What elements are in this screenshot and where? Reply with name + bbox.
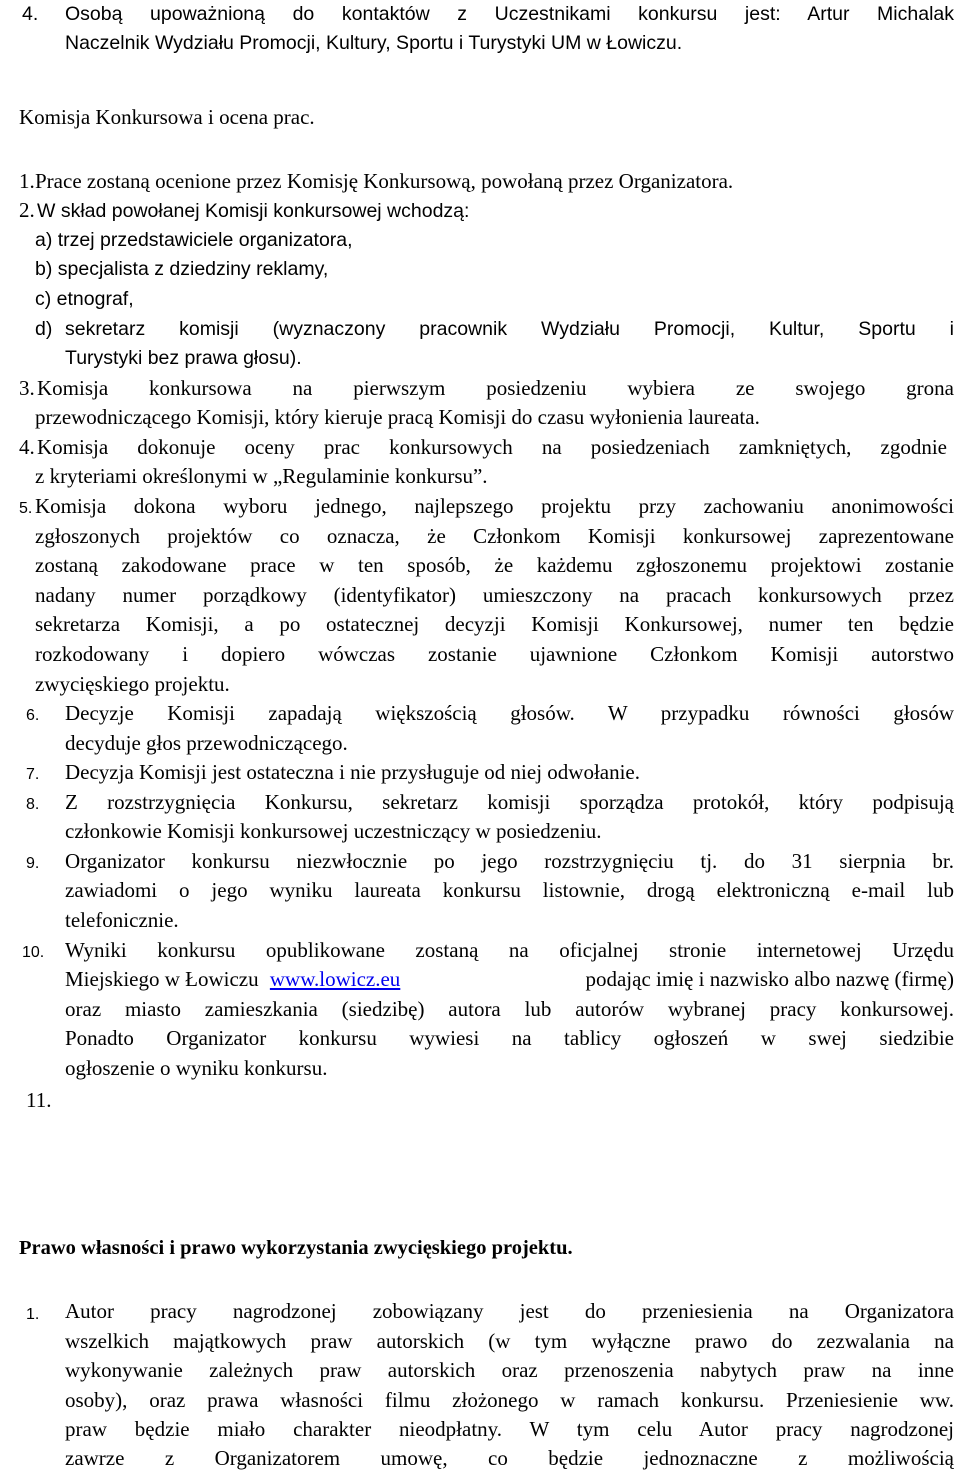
list-item-text: nadany numer porządkowy (identyfikator) umieszczony na pracach konkursowych przez (35, 583, 954, 607)
list-number: 3. (19, 376, 35, 400)
list-item-text: podając imię i nazwisko albo nazwę (firmę) (585, 967, 954, 991)
list-item-text: Komisja konkursowa na pierwszym posiedzeniu wybiera ze swojego grona (37, 376, 954, 400)
list-number: 10. (22, 944, 45, 961)
list-item-text: decyduje głos przewodniczącego. (65, 731, 348, 755)
list-number: 8. (26, 796, 40, 813)
list-number: 5. (19, 500, 33, 517)
list-item-text: W skład powołanej Komisji konkursowej wchodzą: (37, 200, 470, 222)
list-number: 9. (26, 855, 40, 872)
list-number: 7. (26, 766, 40, 783)
list-item-text: rozkodowany i dopiero wówczas zostanie ujawnione Członkom Komisji autorstwo (35, 642, 954, 666)
list-number: 2. (19, 198, 35, 222)
list-item-text: Komisja dokonuje oceny prac konkursowych na posiedzeniach zamkniętych, zgodnie (37, 435, 947, 459)
list-item-text: zgłoszonych projektów co oznacza, że Członkom Komisji konkursowej zaprezentowane (35, 524, 954, 548)
list-item-text: Organizator konkursu niezwłocznie po jego rozstrzygnięciu tj. do 31 sierpnia br. (65, 849, 954, 873)
list-item-text: Prace zostaną ocenione przez Komisję Konkursową, powołaną przez Organizatora. (35, 169, 734, 193)
list-item-text: telefonicznie. (65, 908, 179, 932)
list-item-text: z kryteriami określonymi w „Regulaminie konkursu”. (35, 464, 488, 488)
list-item-text: Miejskiego w Łowiczu (65, 967, 259, 991)
section-heading-commission: Komisja Konkursowa i ocena prac. (19, 105, 315, 129)
list-item-text: osoby), oraz prawa własności filmu złożonego w ramach konkursu. Przeniesienie ww. (65, 1388, 954, 1412)
list-item-text: wykonywanie zależnych praw autorskich oraz przenoszenia nabytych praw na inne (65, 1358, 954, 1382)
list-item-text: przewodniczącego Komisji, który kieruje pracą Komisji do czasu wyłonienia laureata. (35, 405, 760, 429)
list-item-text: Ponadto Organizator konkursu wywiesi na tablicy ogłoszeń w swej siedzibie (65, 1026, 954, 1050)
contact-line-1: Osobą upoważnioną do kontaktów z Uczestnikami konkursu jest: Artur Michalak (65, 3, 954, 25)
website-link[interactable]: www.lowicz.eu (269, 967, 401, 991)
list-number: 6. (26, 707, 40, 724)
sublist-item-b: b) specjalista z dziedziny reklamy, (35, 258, 329, 280)
list-item-text: sekretarza Komisji, a po ostatecznej decyzji Komisji Konkursowej, numer ten będzie (35, 612, 954, 636)
list-item-text: oraz miasto zamieszkania (siedzibę) autora lub autorów wybranej pracy konkursowej. (65, 997, 954, 1021)
sublist-item-d: sekretarz komisji (wyznaczony pracownik Wydziału Promocji, Kultur, Sportu i (65, 318, 954, 340)
list-item-text: zawiadomi o jego wyniku laureata konkursu listownie, drogą elektroniczną e-mail lub (65, 878, 954, 902)
list-item-text: zawrze z Organizatorem umowę, co będzie jednoznaczne z możliwością (65, 1446, 954, 1470)
list-number: 4. (19, 435, 35, 459)
list-item-text: praw będzie miało charakter nieodpłatny. W tym celu Autor pracy nagrodzonej (65, 1417, 954, 1441)
list-item-text: zostaną zakodowane prace w ten sposób, że każdemu zgłoszonemu projektowi zostanie (35, 553, 954, 577)
sublist-item-c: c) etnograf, (35, 288, 134, 310)
list-item-text: zwycięskiego projektu. (35, 672, 230, 696)
list-item-text: wszelkich majątkowych praw autorskich (w tym wyłączne prawo do zezwalania na (65, 1329, 954, 1353)
list-item-text: Decyzja Komisji jest ostateczna i nie przysługuje od niej odwołanie. (65, 760, 640, 784)
list-item-text-with-link (65, 965, 954, 995)
sublist-item-d-cont: Turystyki bez prawa głosu). (65, 347, 302, 369)
section-heading-rights: Prawo własności i prawo wykorzystania zwycięskiego projektu. (19, 1237, 573, 1259)
sublist-letter: d) (35, 318, 53, 340)
list-item-text: Decyzje Komisji zapadają większością głosów. W przypadku równości głosów (65, 701, 954, 725)
list-item-text: Wyniki konkursu opublikowane zostaną na oficjalnej stronie internetowej Urzędu (65, 938, 954, 962)
list-item-text: Z rozstrzygnięcia Konkursu, sekretarz komisji sporządza protokół, który podpisują (65, 790, 954, 814)
list-item-text: Komisja dokona wyboru jednego, najlepszego projektu przy zachowaniu anonimowości (35, 494, 954, 518)
list-number: 4. (22, 3, 39, 25)
list-number: 1. (26, 1306, 40, 1323)
list-item-text: Autor pracy nagrodzonej zobowiązany jest do przeniesienia na Organizatora (65, 1299, 954, 1323)
contact-line-2: Naczelnik Wydziału Promocji, Kultury, Sportu i Turystyki UM w Łowiczu. (65, 32, 683, 54)
list-number: 1. (19, 169, 35, 193)
list-item-text: ogłoszenie o wyniku konkursu. (65, 1056, 328, 1080)
sublist-item-a: a) trzej przedstawiciele organizatora, (35, 229, 353, 251)
list-item-text: członkowie Komisji konkursowej uczestniczący w posiedzeniu. (65, 819, 602, 843)
list-number: 11. (26, 1088, 52, 1112)
